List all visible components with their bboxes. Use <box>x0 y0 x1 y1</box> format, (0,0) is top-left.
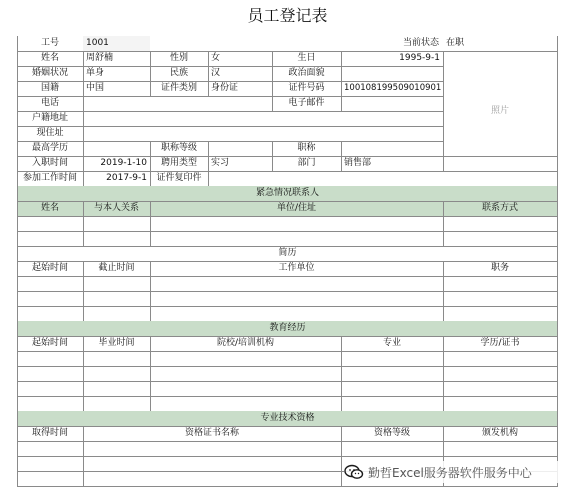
work-start-date-value[interactable]: 2017-9-1 <box>106 173 147 183</box>
ethnicity-value[interactable]: 汉 <box>211 68 221 78</box>
nationality-label: 国籍 <box>40 83 59 93</box>
column-header: 起始时间 <box>31 338 68 348</box>
hire-date-label: 入职时间 <box>31 158 68 168</box>
table-row[interactable] <box>17 381 558 396</box>
phone-value[interactable] <box>83 96 272 111</box>
wechat-icon <box>344 464 364 480</box>
id-copy-label: 证件复印件 <box>156 173 202 183</box>
table-row[interactable] <box>17 216 558 231</box>
column-header: 学历/证书 <box>480 338 520 348</box>
column-header: 单位/住址 <box>276 203 317 213</box>
department-value[interactable]: 销售部 <box>344 158 372 168</box>
hire-date-value[interactable]: 2019-1-10 <box>100 158 147 168</box>
table-row[interactable] <box>17 306 558 321</box>
status-value[interactable]: 在职 <box>446 38 465 48</box>
department-label: 部门 <box>297 158 316 168</box>
watermark <box>344 461 568 483</box>
job-title-label: 职称 <box>297 143 316 153</box>
id-type-value[interactable]: 身份证 <box>211 83 239 93</box>
table-row[interactable] <box>17 291 558 306</box>
phone-label: 电话 <box>40 98 59 108</box>
employee-id-label: 工号 <box>40 38 59 48</box>
current-address-value[interactable] <box>83 126 443 141</box>
name-value[interactable]: 周舒楠 <box>86 53 114 63</box>
job-title-value[interactable] <box>341 141 443 156</box>
status-label: 当前状态 <box>402 38 439 48</box>
column-header: 资格等级 <box>373 428 410 438</box>
name-label: 姓名 <box>40 53 59 63</box>
photo-box[interactable]: 照片 <box>490 105 509 116</box>
column-header: 院校/培训机构 <box>216 338 275 348</box>
title-grade-label: 职称等级 <box>160 143 197 153</box>
grid-line <box>17 486 558 487</box>
table-row[interactable] <box>17 351 558 366</box>
grid-line <box>557 36 558 186</box>
birthday-label: 生日 <box>297 53 316 63</box>
column-header: 取得时间 <box>31 428 68 438</box>
employment-type-label: 聘用类型 <box>160 158 197 168</box>
id-copy-value[interactable] <box>208 171 557 186</box>
column-header: 职务 <box>490 263 509 273</box>
table-row[interactable] <box>17 441 558 456</box>
table-row[interactable] <box>17 396 558 411</box>
title-grade-value[interactable] <box>208 141 272 156</box>
email-label: 电子邮件 <box>288 98 325 108</box>
work-start-date-label: 参加工作时间 <box>22 173 77 183</box>
employment-type-value[interactable]: 实习 <box>211 158 230 168</box>
form-title: 员工登记表 <box>247 6 328 25</box>
political-status-label: 政治面貌 <box>288 68 325 78</box>
column-header: 毕业时间 <box>98 338 135 348</box>
political-status-value[interactable] <box>341 66 443 81</box>
table-row[interactable] <box>17 276 558 291</box>
watermark-text: 勤哲Excel服务器软件服务中心 <box>368 465 532 480</box>
column-header: 颁发机构 <box>481 428 518 438</box>
column-header: 专业 <box>382 338 401 348</box>
marital-status-label: 婚姻状况 <box>31 68 68 78</box>
column-header: 资格证书名称 <box>184 428 239 438</box>
gender-value[interactable]: 女 <box>211 53 221 63</box>
gender-label: 性别 <box>169 53 188 63</box>
marital-status-value[interactable]: 单身 <box>86 68 105 78</box>
employee-id-value[interactable]: 1001 <box>83 36 150 51</box>
education-level-value[interactable] <box>83 141 150 156</box>
education-title: 教育经历 <box>269 323 306 333</box>
household-address-value[interactable] <box>83 111 443 126</box>
column-header: 姓名 <box>40 203 59 213</box>
table-row[interactable] <box>17 231 558 246</box>
education-level-label: 最高学历 <box>31 143 68 153</box>
birthday-value[interactable]: 1995-9-1 <box>399 53 440 63</box>
column-header: 截止时间 <box>98 263 135 273</box>
id-number-value[interactable]: 100108199509010901 <box>344 83 442 94</box>
qualification-title: 专业技术资格 <box>260 413 315 423</box>
household-address-label: 户籍地址 <box>31 113 68 123</box>
column-header: 工作单位 <box>278 263 315 273</box>
resume-title: 简历 <box>278 248 297 258</box>
id-number-label: 证件号码 <box>288 83 325 93</box>
column-header: 起始时间 <box>31 263 68 273</box>
id-type-label: 证件类别 <box>160 83 197 93</box>
column-header: 联系方式 <box>481 203 518 213</box>
email-value[interactable] <box>341 96 443 111</box>
ethnicity-label: 民族 <box>169 68 188 78</box>
table-row[interactable] <box>17 366 558 381</box>
current-address-label: 现住址 <box>36 128 64 138</box>
emergency-title: 紧急情况联系人 <box>255 188 319 198</box>
nationality-value[interactable]: 中国 <box>86 83 105 93</box>
column-header: 与本人关系 <box>93 203 139 213</box>
